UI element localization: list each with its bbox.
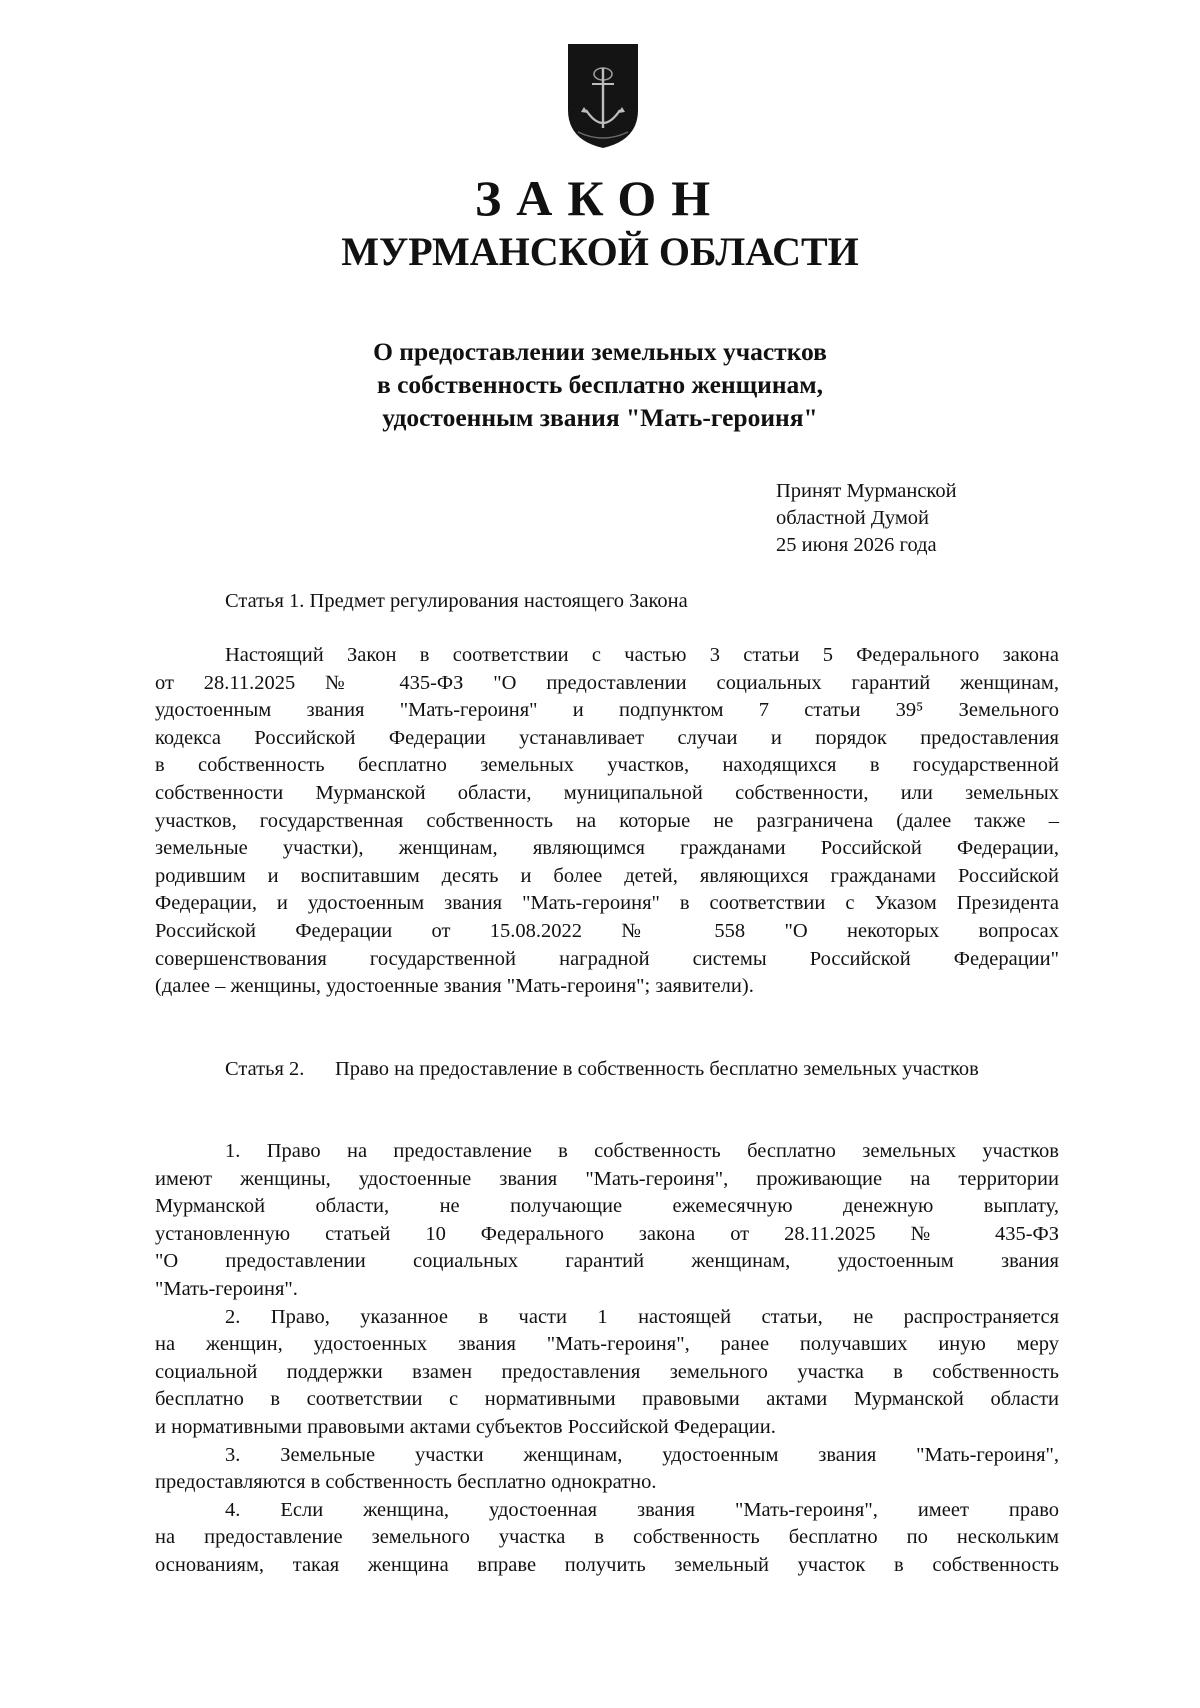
paragraph-line: Настоящий Закон в соответствии с частью 3 статьи 5 Федерального закона: [225, 644, 1059, 666]
paragraph-line: и нормативными правовыми актами субъектов Российской Федерации.: [155, 1415, 776, 1438]
title-line: О предоставлении земельных участков: [373, 337, 827, 366]
article-title: Право на предоставление в собственность бесплатно земельных участков: [335, 1058, 979, 1080]
paragraph-line: предоставляются в собственность бесплатно однократно.: [155, 1471, 657, 1494]
paragraph-line: на предоставление земельного участка в собственность бесплатно по нескольким: [155, 1526, 1059, 1549]
paragraph-line: родившим и воспитавшим десять и более детей, являющихся гражданами Российской: [155, 864, 1059, 887]
paragraph-line: (далее – женщины, удостоенные звания "Мать-героиня"; заявители).: [155, 975, 754, 998]
paragraph-line: социальной поддержки взамен предоставления земельного участка в собственность: [155, 1360, 1059, 1383]
paragraph-line: Российской Федерации от 15.08.2022 № 558 "О некоторых вопросах: [155, 919, 1059, 942]
paragraph-line: Федерации, и удостоенным звания "Мать-героиня" в соответствии с Указом Президента: [155, 892, 1059, 915]
paragraph-line: 1. Право на предоставление в собственность бесплатно земельных участков: [225, 1140, 1059, 1162]
adoption-line: Принят Мурманской: [776, 480, 957, 502]
adoption-line: областной Думой: [776, 507, 930, 529]
title-line: удостоенным звания "Мать-героиня": [382, 403, 818, 432]
paragraph-line: Мурманской области, не получающие ежемесячную денежную выплату,: [155, 1195, 1059, 1218]
adoption-date: 25 июня 2026 года: [776, 534, 937, 556]
paragraph-line: удостоенным звания "Мать-героиня" и подпунктом 7 статьи 39⁵ Земельного: [155, 699, 1059, 722]
article-2-part-1: [155, 1138, 1059, 1580]
article-2-heading: [225, 1056, 1059, 1083]
article-1-heading: Статья 1. Предмет регулирования настоящего Закона: [225, 590, 688, 612]
adoption-note: [776, 478, 957, 559]
paragraph-line: кодекса Российской Федерации устанавливает случаи и порядок предоставления: [155, 726, 1059, 749]
region-title: МУРМАНСКОЙ ОБЛАСТИ: [341, 229, 859, 274]
title-line: в собственность бесплатно женщинам,: [376, 370, 824, 399]
article-1-paragraph: [155, 642, 1059, 1001]
paragraph-line: земельные участки), женщинам, являющимся гражданами Российской Федерации,: [155, 837, 1059, 860]
law-title: ЗАКОН: [474, 170, 726, 226]
paragraph-line: совершенствования государственной наградной системы Российской Федерации": [155, 947, 1059, 970]
paragraph-line: имеют женщины, удостоенные звания "Мать-героиня", проживающие на территории: [155, 1167, 1059, 1190]
law-subject-title: [250, 335, 950, 434]
paragraph-line: 4. Если женщина, удостоенная звания "Мать-героиня", имеет право: [225, 1498, 1059, 1521]
paragraph-line: собственности Мурманской области, муниципальной собственности, или земельных: [155, 781, 1059, 804]
paragraph-line: в собственность бесплатно земельных участков, находящихся в государственной: [155, 754, 1059, 777]
paragraph-line: от 28.11.2025 № 435-ФЗ "О предоставлении социальных гарантий женщинам,: [155, 671, 1059, 694]
paragraph-line: 2. Право, указанное в части 1 настоящей статьи, не распространяется: [225, 1305, 1059, 1328]
paragraph-line: "О предоставлении социальных гарантий женщинам, удостоенным звания: [155, 1250, 1059, 1273]
paragraph-line: на женщин, удостоенных звания "Мать-героиня", ранее получавших иную меру: [155, 1333, 1059, 1356]
coat-of-arms-icon: [562, 44, 644, 148]
paragraph-line: "Мать-героиня".: [155, 1277, 298, 1300]
paragraph-line: бесплатно в соответствии с нормативными правовыми актами Мурманской области: [155, 1388, 1059, 1411]
article-number: Статья 2.: [225, 1058, 305, 1080]
paragraph-line: установленную статьей 10 Федерального закона от 28.11.2025 № 435-ФЗ: [155, 1222, 1059, 1245]
paragraph-line: основаниям, такая женщина вправе получить земельный участок в собственность: [155, 1553, 1059, 1576]
paragraph-line: участков, государственная собственность на которые не разграничена (далее также –: [155, 809, 1059, 832]
paragraph-line: 3. Земельные участки женщинам, удостоенным звания "Мать-героиня",: [225, 1443, 1059, 1466]
